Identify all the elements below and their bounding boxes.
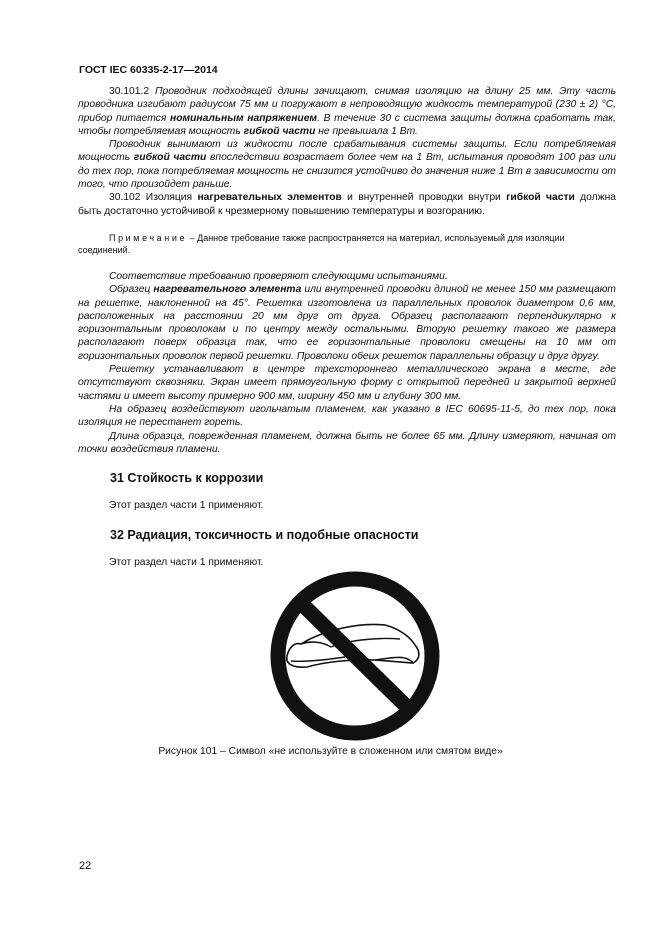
term-flexible-part: гибкой части	[243, 125, 316, 137]
figure-caption: Рисунок 101 – Символ «не используйте в сложенном или смятом виде»	[158, 746, 503, 757]
paragraph-30-101-2	[78, 85, 616, 138]
text-run: должна быть достаточно устойчивой к чрезмерному повышению температуры и возгоранию.	[78, 192, 616, 217]
text-run: 30.102 Изоляция	[109, 192, 198, 204]
page-number: 22	[79, 860, 92, 872]
note-text: – Данное требование также распространяется на материал, используемый для изоляции соединений.	[78, 232, 565, 255]
document-body	[78, 85, 616, 569]
text-run: не превышала 1 Вт.	[315, 125, 418, 137]
note-label: Примечание	[109, 232, 188, 243]
paragraph-30-102	[78, 191, 616, 218]
text-run: или внутренней проводки длиной не менее 150 мм размещают на решетке, наклоненной на 45°. Решетка изготовлена из параллельных проволок диаметром 0,6 мм, расположенных на расстоянии 20 мм друг от друга. Образец располагают перпендикулярно к горизонтальным проволокам и по центру между остальными. Вторую решетку такого же размера располагают поверх образца так, что ее горизонтальные проволоки смещены на 10 мм от горизонтальных проволок первой решетки. Проволоки обеих решеток параллельны образцу и друг другу.	[78, 284, 616, 362]
text-run: Образец	[109, 284, 154, 296]
paragraph-repeat-test	[78, 138, 616, 191]
text-run: Проводник подходящей длины зачищают, снимая изоляцию на длину 25 мм. Эту часть проводника изгибают радиусом 75 мм и погружают в непроводящую жидкость температурой (230 ± 2) °С, прибор питается	[78, 86, 616, 124]
paragraph-length: Длина образца, поврежденная пламенем, должна быть не более 65 мм. Длину измеряют, начиная от точки воздействия пламени.	[78, 430, 616, 455]
text-run: . В течение 30 с система защиты должна сработать так, чтобы потребляемая мощность	[78, 112, 616, 137]
term-flexible-part: гибкой части	[506, 192, 575, 204]
compliance-intro: Соответствие требованию проверяют следующими испытаниями.	[109, 270, 448, 282]
text-run: Проводник вынимают из жидкости после срабатывания системы защиты. Если потребляемая мощность	[78, 139, 616, 164]
text-run: впоследствии возрастает более чем на 1 Вт, испытания проводят 100 раз или до тех пор, пока потребляемая мощность не снизится устойчиво до значения ниже 1 Вт в зависимости от того, что произойдет раньше.	[78, 152, 616, 191]
no-folded-blanket-icon	[265, 567, 445, 743]
note	[78, 232, 616, 256]
clause-number: 30.101.2	[109, 86, 155, 97]
paragraph-sample	[78, 283, 616, 363]
paragraph-screen: Решетку устанавливают в центре трехстороннего металлического экрана в месте, где отсутствуют сквозняки. Экран имеет прямоугольную форму с открытой передней и закрытой верхней частями и имеет высоту примерно 900 мм, ширину 450 мм и глубину 300 мм.	[78, 364, 616, 402]
section-31-text: Этот раздел части 1 применяют.	[109, 500, 264, 512]
term-flexible-part: гибкой части	[133, 152, 207, 164]
section-31-heading: 31 Стойкость к коррозии	[110, 471, 264, 486]
term-rated-voltage: номинальным напряжением	[170, 112, 318, 124]
section-32-text: Этот раздел части 1 применяют.	[109, 557, 264, 569]
text-run: и внутренней проводки внутри	[341, 192, 507, 204]
term-heating-elements: нагревательных элементов	[197, 192, 342, 204]
paragraph-flame: На образец воздействуют игольчатым пламенем, как указано в IEC 60695-11-5, до тех пор, пока изоляция не перестанет гореть.	[78, 403, 616, 429]
section-32-heading: 32 Радиация, токсичность и подобные опасности	[110, 527, 419, 542]
term-heating-element: нагревательного элемента	[153, 284, 302, 296]
standard-header: ГОСТ IEC 60335-2-17—2014	[79, 64, 218, 76]
